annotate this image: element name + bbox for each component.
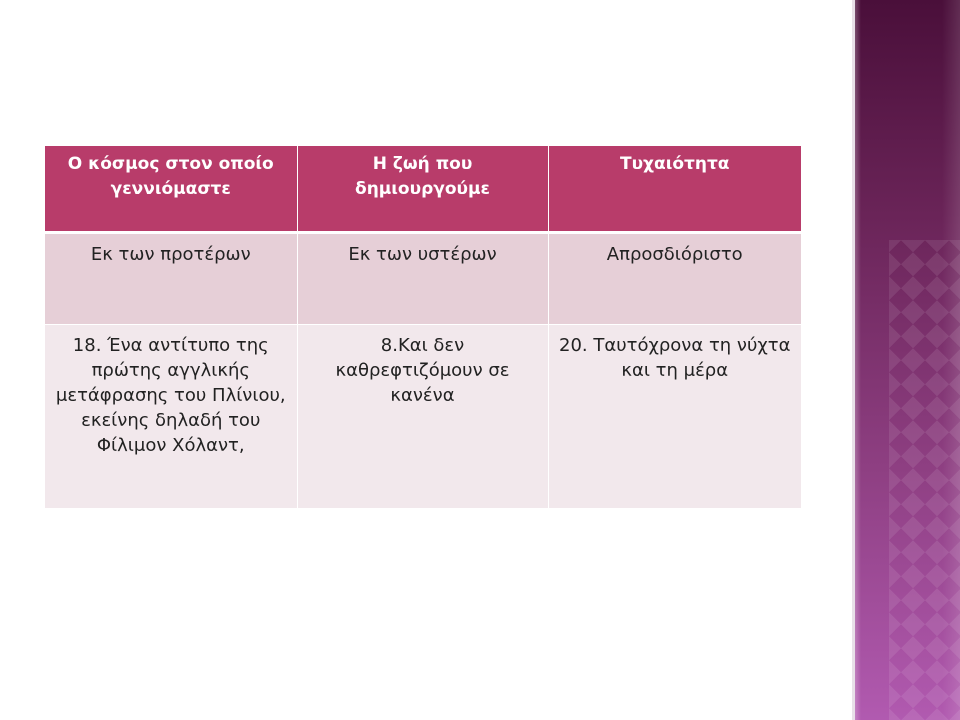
side-band-shine [942, 0, 960, 720]
table-row [45, 324, 801, 508]
side-band-bevel [855, 0, 861, 720]
table-header-row [45, 146, 801, 232]
table-cell: Εκ των υστέρων [297, 232, 548, 324]
table-cell: Εκ των προτέρων [45, 232, 297, 324]
table-cell: 20. Ταυτόχρονα τη νύχτα και τη μέρα [548, 324, 801, 508]
table-cell: 18. Ένα αντίτυπο της πρώτης αγγλικής μετάφρασης του Πλίνιου, εκείνης δηλαδή του Φίλιμον Χόλαντ, [45, 324, 297, 508]
table-row [45, 232, 801, 324]
table-cell: Απροσδιόριστο [548, 232, 801, 324]
table-cell: 8.Και δεν καθρεφτιζόμουν σε κανένα [297, 324, 548, 508]
decorative-side-band [852, 0, 960, 720]
header-cell-randomness: Τυχαιότητα [548, 146, 801, 232]
header-cell-world: Ο κόσμος στον οποίο γεννιόμαστε [45, 146, 297, 232]
header-cell-life: Η ζωή που δημιουργούμε [297, 146, 548, 232]
content-table [45, 146, 801, 509]
